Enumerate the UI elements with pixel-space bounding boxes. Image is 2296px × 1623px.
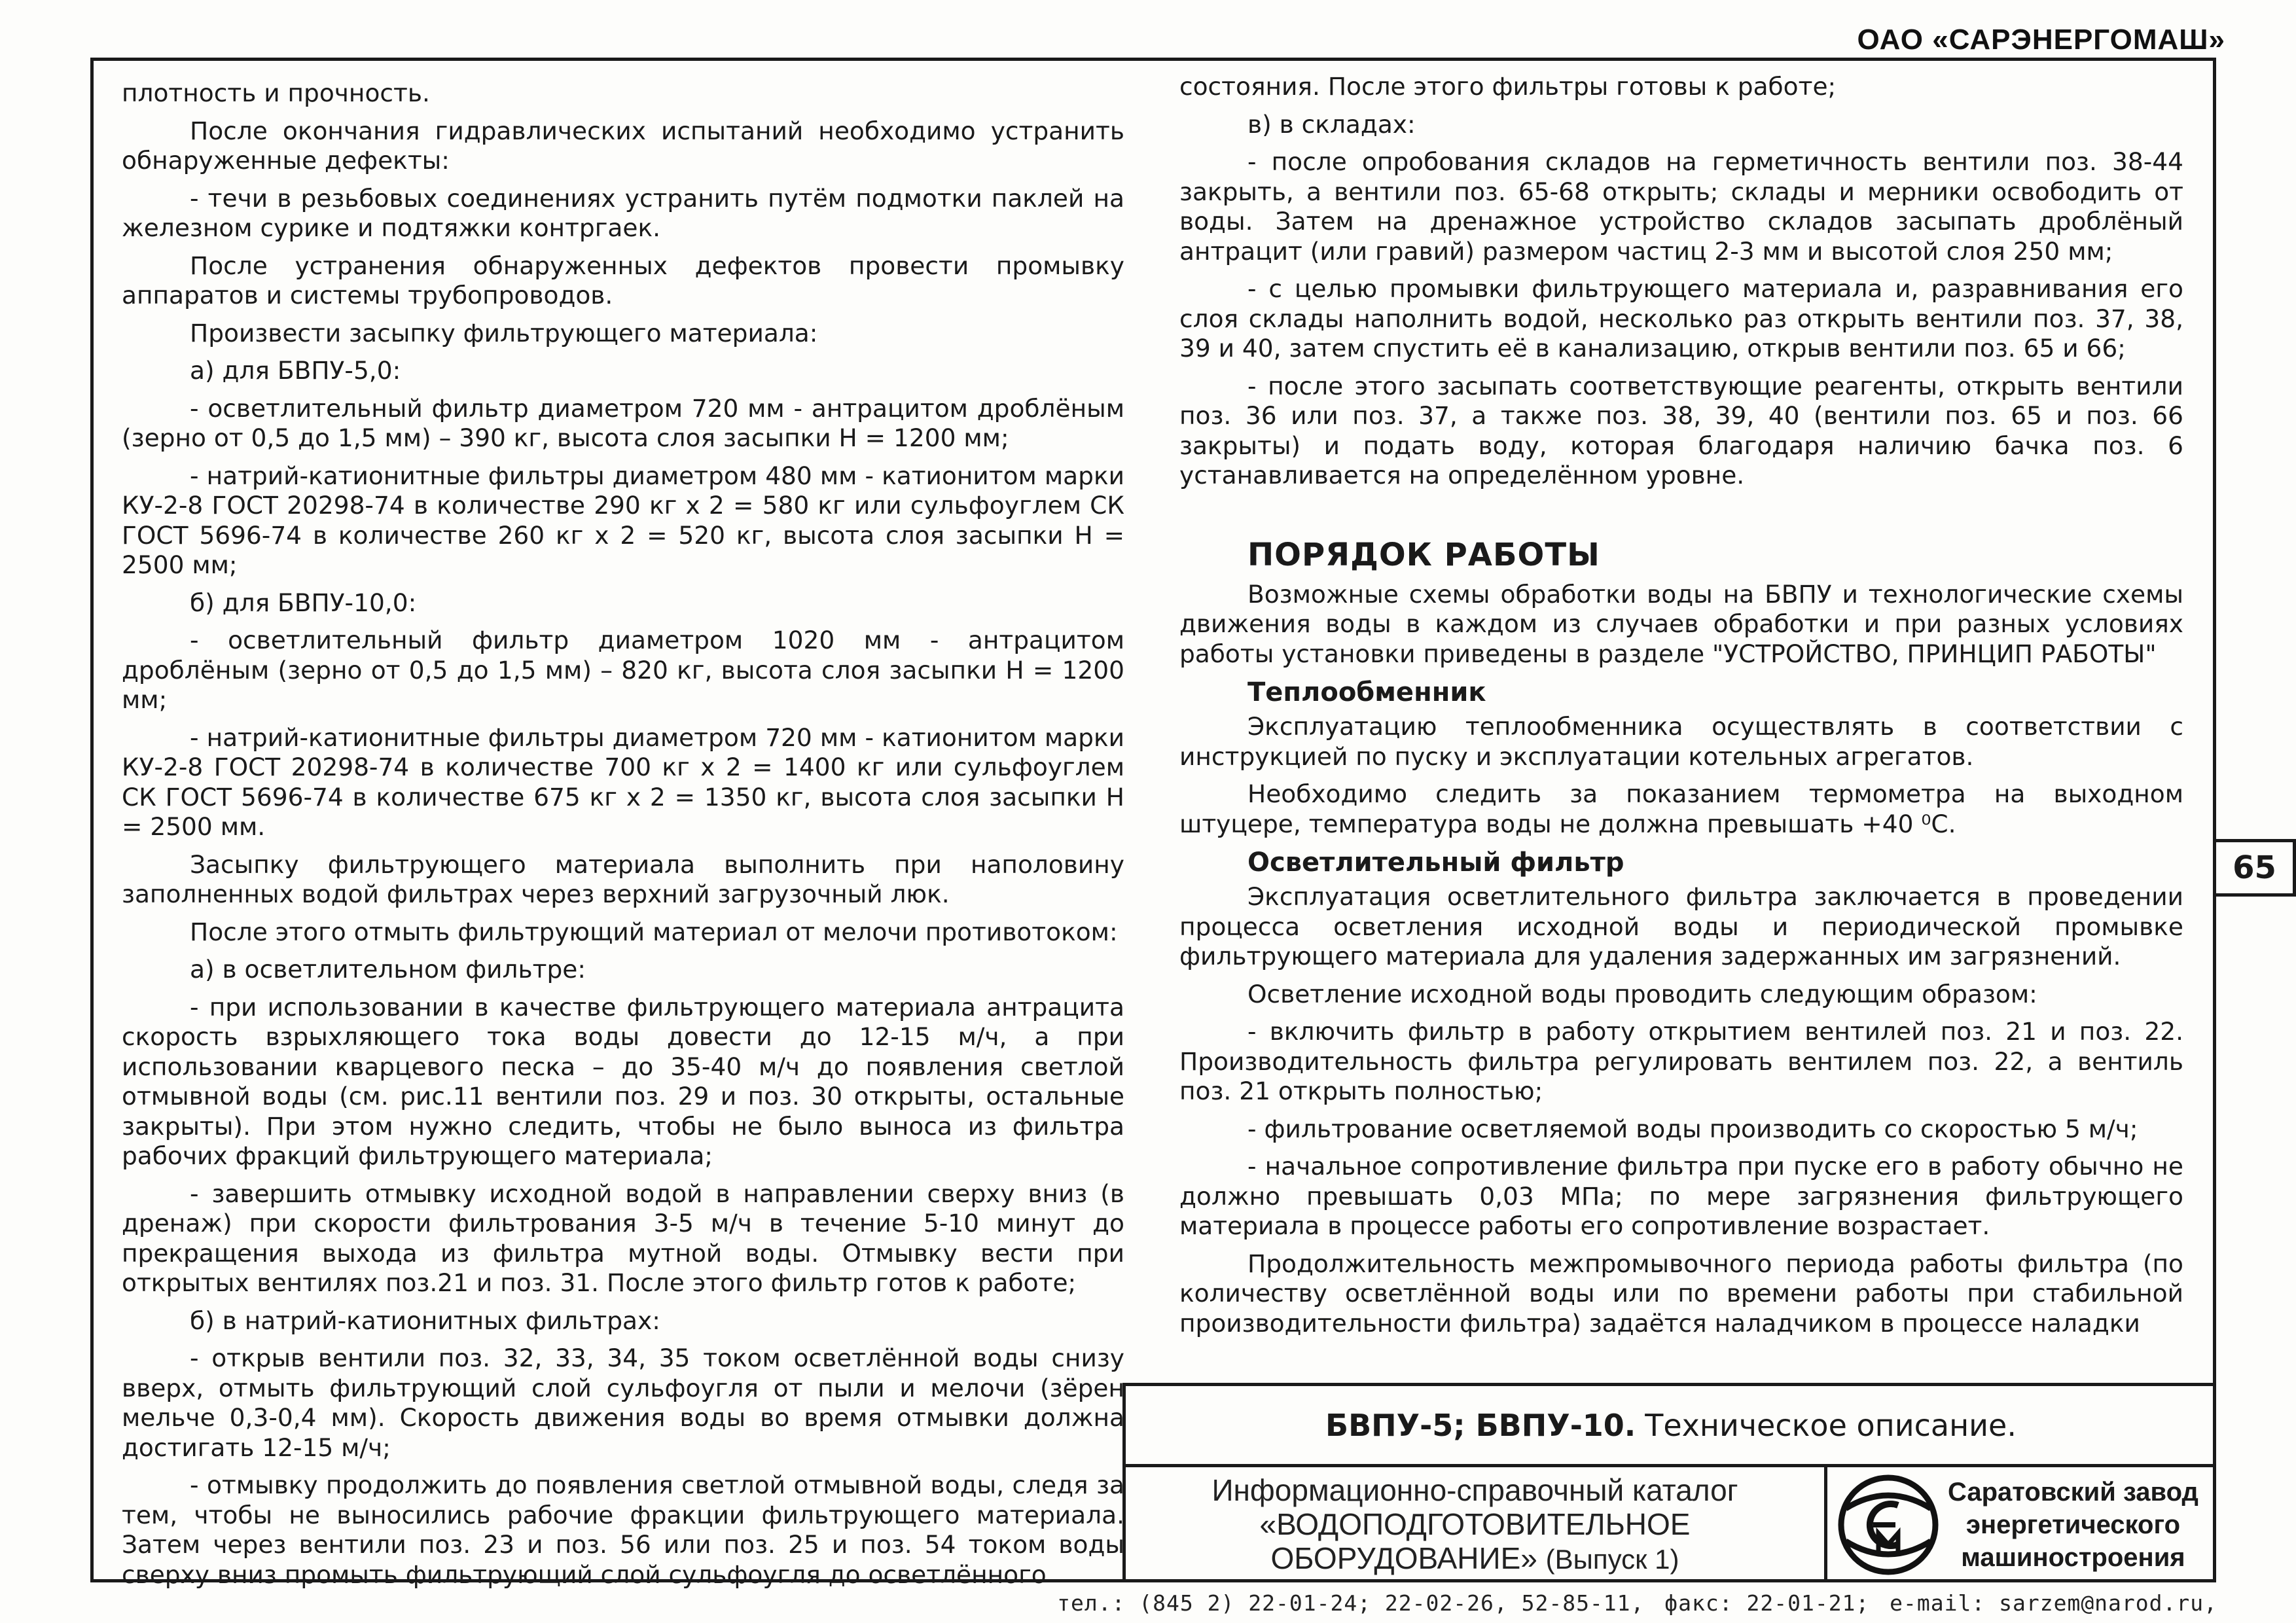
phone-numbers: тел.: (845 2) 22-01-24; 22-02-26, 52-85-11, — [1057, 1590, 1645, 1616]
paragraph: - после этого засыпать соответствующие реагенты, открыть вентили поз. 36 или поз. 37, а также поз. 38, 39, 40 (вентили поз. 65 и поз. 66 закрыты) и подать воду, которая благодаря наличию бачка поз. 6 устанавливается на определённом уровне. — [1179, 371, 2183, 490]
subsection-title-heat-exchanger: Теплообменник — [1247, 677, 1486, 707]
paragraph: - натрий-катионитные фильтры диаметром 480 мм - катионитом марки КУ-2-8 ГОСТ 20298-74 в количестве 290 кг х 2 = 580 кг или сульфоуглем СК ГОСТ 5696-74 в количестве 260 кг х 2 = 520 кг, высота слоя засыпки Н = 2500 мм; — [122, 461, 1124, 579]
paragraph: - завершить отмывку исходной водой в направлении сверху вниз (в дренаж) при скорости фильтрования 3-5 м/ч в течение 5-10 минут до прекращения выхода из фильтра мутной воды. Отмывку вести при открытых вентилях поз.21 и поз. 31. После этого фильтр готов к работе; — [122, 1179, 1124, 1297]
catalog-line: «ВОДОПОДГОТОВИТЕЛЬНОЕ — [1259, 1507, 1691, 1541]
factory-name-line: энергетического — [1965, 1510, 2181, 1539]
paragraph: Произвести засыпку фильтрующего материала: — [190, 318, 818, 348]
paragraph: После этого отмыть фильтрующий материал от мелочи противотоком: — [190, 917, 1118, 946]
paragraph: б) для БВПУ-10,0: — [190, 588, 417, 617]
paragraph: - начальное сопротивление фильтра при пуске его в работу обычно не должно превышать 0,03 МПа; по мере загрязнения фильтрующего материала в процессе работы его сопротивление возрастает. — [1179, 1152, 2183, 1240]
catalog-line: Информационно-справочный каталог — [1211, 1473, 1738, 1507]
contacts-line — [1057, 1590, 2224, 1616]
page-number: 65 — [2216, 839, 2296, 897]
paragraph: состояния. После этого фильтры готовы к работе; — [1179, 72, 1837, 101]
factory-name — [1948, 1476, 2198, 1574]
paragraph: - фильтрование осветляемой воды производить со скоростью 5 м/ч; — [1247, 1114, 2138, 1143]
section-intro: Возможные схемы обработки воды на БВПУ и технологические схемы движения воды в каждом из случаев обработки и при разных условиях работы установки приведены в разделе "УСТРОЙСТВО, ПРИНЦИП РАБОТЫ" — [1179, 579, 2183, 668]
product-name: БВПУ-5; БВПУ-10. — [1325, 1407, 1636, 1443]
paragraph: - включить фильтр в работу открытием вентилей поз. 21 и поз. 22. Производительность фильтра регулировать вентилем поз. 22, а вентиль поз. 21 открыть полностью; — [1179, 1017, 2183, 1105]
catalog-line — [1270, 1541, 1679, 1577]
paragraph: Осветление исходной воды проводить следующим образом: — [1247, 979, 2037, 1008]
factory-logo-icon — [1833, 1469, 1944, 1580]
paragraph: Необходимо следить за показанием термометра на выходном штуцере, температура воды не должна превышать +40 ⁰С. — [1179, 779, 2183, 838]
document-type: Техническое описание. — [1645, 1407, 2017, 1443]
catalog-line-text: ОБОРУДОВАНИЕ» — [1270, 1541, 1537, 1575]
paragraph: а) в осветлительном фильтре: — [190, 955, 586, 984]
paragraph: - отмывку продолжить до появления светлой отмывной воды, следя за тем, чтобы не выносились рабочие фракции фильтрующего материала. Затем через вентили поз. 23 и поз. 56 или поз. 25 и поз. 54 током воды сверху вниз промыть фильтрующий слой сульфоугля до осветлённого — [122, 1471, 1124, 1589]
factory-info — [1827, 1467, 2216, 1582]
section-title: ПОРЯДОК РАБОТЫ — [1247, 536, 1600, 573]
right-column — [1179, 72, 2183, 1346]
catalog-info — [1126, 1467, 1827, 1582]
paragraph: Эксплуатацию теплообменника осуществлять в соответствии с инструкцией по пуску и эксплуатации котельных агрегатов. — [1179, 712, 2183, 771]
subsection-title-clarifying-filter: Осветлительный фильтр — [1247, 847, 1624, 878]
paragraph: - с целью промывки фильтрующего материала и, разравнивания его слоя склады наполнить водой, несколько раз открыть вентили поз. 37, 38, 39 и 40, затем спустить её в канализацию, открыв вентили поз. 65 и 66; — [1179, 274, 2183, 363]
company-name: ОАО «САРЭНЕРГОМАШ» — [1857, 24, 2225, 56]
paragraph: Эксплуатация осветлительного фильтра заключается в проведении процесса осветления исходной воды и периодической промывке фильтрующего материала для удаления задержанных им загрязнений. — [1179, 882, 2183, 971]
factory-name-line: машиностроения — [1961, 1543, 2185, 1572]
paragraph: - натрий-катионитные фильтры диаметром 720 мм - катионитом марки КУ-2-8 ГОСТ 20298-74 в количестве 700 кг х 2 = 1400 кг или сульфоуглем СК ГОСТ 5696-74 в количестве 675 кг х 2 = 1350 кг, высота слоя засыпки Н = 2500 мм. — [122, 722, 1124, 841]
paragraph: - при использовании в качестве фильтрующего материала антрацита скорость взрыхляющего тока воды довести до 12-15 м/ч, а при использовании кварцевого песка – до 35-40 м/ч до появления светлой отмывной воды (см. рис.11 вентили поз. 29 и поз. 30 открыты, остальные закрыты). При этом нужно следить, чтобы не было выноса из фильтра рабочих фракций фильтрующего материала; — [122, 992, 1124, 1170]
paragraph: а) для БВПУ-5,0: — [190, 356, 401, 385]
paragraph: Засыпку фильтрующего материала выполнить при наполовину заполненных водой фильтрах через верхний загрузочный люк. — [122, 849, 1124, 908]
email-address: e-mail: sarzem@narod.ru, — [1890, 1590, 2217, 1616]
paragraph: б) в натрий-катионитных фильтрах: — [190, 1306, 660, 1335]
paragraph: После окончания гидравлических испытаний необходимо устранить обнаруженные дефекты: — [122, 116, 1124, 175]
paragraph: - течи в резьбовых соединениях устранить путём подмотки паклей на железном сурике и подтяжки контргаек. — [122, 183, 1124, 242]
left-column — [122, 79, 1124, 1597]
factory-name-line: Саратовский завод — [1948, 1478, 2198, 1507]
document-title — [1126, 1386, 2216, 1467]
paragraph: - осветлительный фильтр диаметром 1020 мм - антрацитом дроблёным (зерно от 0,5 до 1,5 мм) – 820 кг, высота слоя засыпки Н = 1200 мм; — [122, 626, 1124, 714]
paragraph: плотность и прочность. — [122, 79, 430, 107]
catalog-issue: (Выпуск 1) — [1545, 1544, 1679, 1575]
fax-number: факс: 22-01-21; — [1664, 1590, 1870, 1616]
paragraph: - открыв вентили поз. 32, 33, 34, 35 током осветлённой воды снизу вверх, отмыть фильтрующий слой сульфоугля от пыли и мелочи (зёрен мельче 0,3-0,4 мм). Скорость движения воды во время отмывки должна достигать 12-15 м/ч; — [122, 1344, 1124, 1462]
paragraph: После устранения обнаруженных дефектов провести промывку аппаратов и системы трубопроводов. — [122, 251, 1124, 310]
paragraph: - после опробования складов на герметичность вентили поз. 38-44 закрыть, а вентили поз. 65-68 открыть; склады и мерники освободить от воды. Затем на дренажное устройство складов засыпать дроблёный антрацит (или гравий) размером частиц 2-3 мм и высотой слоя 250 мм; — [1179, 147, 2183, 266]
paragraph: Продолжительность межпромывочного периода работы фильтра (по количеству осветлённой воды или по времени работы при стабильной производительности фильтра) задаётся наладчиком в процессе наладки — [1179, 1249, 2183, 1338]
paragraph: в) в складах: — [1247, 109, 1416, 139]
title-block — [1122, 1383, 2216, 1582]
paragraph: - осветлительный фильтр диаметром 720 мм - антрацитом дроблёным (зерно от 0,5 до 1,5 мм) – 390 кг, высота слоя засыпки Н = 1200 мм; — [122, 393, 1124, 452]
